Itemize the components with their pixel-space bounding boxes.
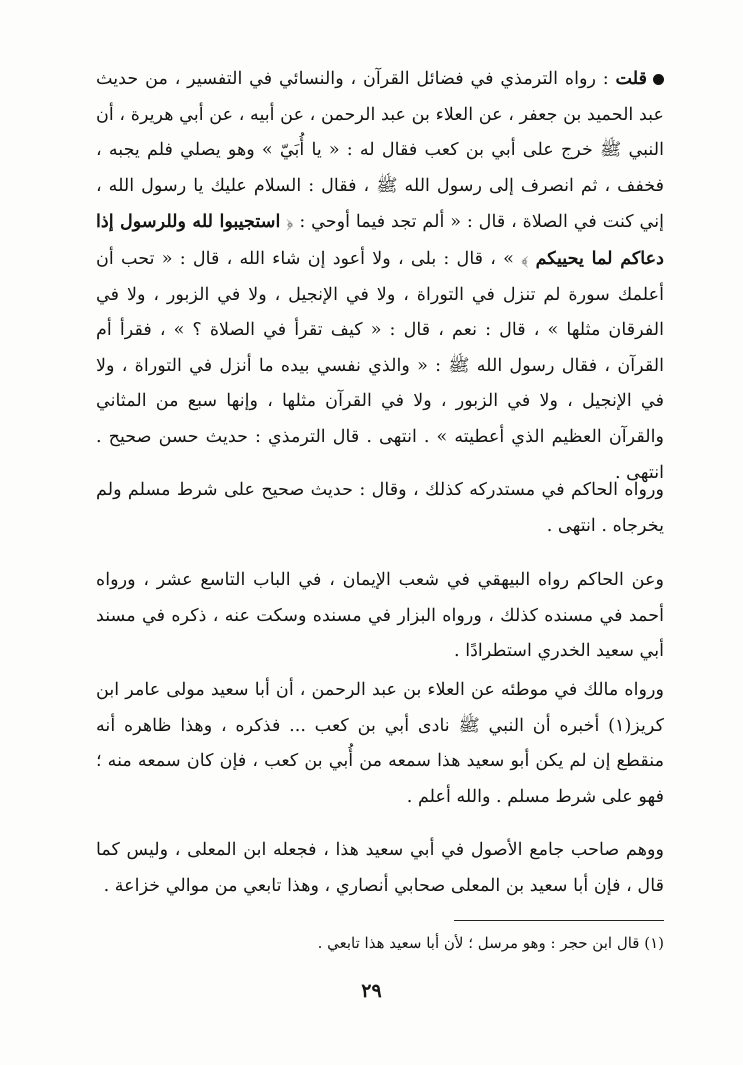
paragraph-1-text-a: : رواه الترمذي في فضائل القرآن ، والنسائي في التفسير ، من حديث عبد الحميد بن جعفر ، عن العلاء بن عبد الرحمن ، عن أبيه ، عن أبي هريرة ، أن النبي ﷺ خرج على أبي بن كعب فقال له : « يا أُبَيّ » وهو يصلي فلم يجبه ، فخفف ، ثم انصرف إلى رسول الله ﷺ ، فقال : السلام عليك يا رسول الله ، إني كنت في الصلاة ، قال : « ألم تجد فيما أوحي : ﴿ [96,69,664,233]
paragraph-3: وعن الحاكم رواه البيهقي في شعب الإيمان ، في الباب التاسع عشر ، ورواه أحمد في مسنده كذلك ، ورواه البزار في مسنده وسكت عنه ، ذكره في مسند أبي سعيد الخدري استطرادًا . [96,570,664,662]
paragraph-1-text-b: ﴾ » ، قال : بلى ، ولا أعود إن شاء الله ، قال : « تحب أن أعلمك سورة لم تنزل في التوراة ، ولا في الإنجيل ، ولا في الزبور ، ولا في الفرقان مثلها » ، قال : نعم ، قال : « كيف تقرأ في الصلاة ؟ » ، فقرأ أم القرآن ، فقال رسول الله ﷺ : « والذي نفسي بيده ما أنزل في التوراة ، ولا في الإنجيل ، ولا في الزبور ، ولا في القرآن مثلها ، وإنها سبع من المثاني والقرآن العظيم الذي أعطيته » . انتهى . قال الترمذي : حديث حسن صحيح . انتهى . [96,248,665,483]
paragraph-2: ورواه الحاكم في مستدركه كذلك ، وقال : حديث صحيح على شرط مسلم ولم يخرجاه . انتهى . [96,480,664,536]
paragraph-5: ووهم صاحب جامع الأصول في أبي سعيد هذا ، فجعله ابن المعلى ، وليس كما قال ، فإن أبا سعيد بن المعلى صحابي أنصاري ، وهذا تابعي من موالي خزاعة . [96,840,664,896]
paragraph-4: ورواه مالك في موطئه عن العلاء بن عبد الرحمن ، أن أبا سعيد مولى عامر ابن كريز(١) أخبره أن النبي ﷺ نادى أبي بن كعب ... فذكره ، وهذا ظاهره أنه منقطع إن لم يكن أبو سعيد هذا سمعه من أُبي بن كعب ، فإن كان سمعه منه ؛ فهو على شرط مسلم . والله أعلم . [96,680,664,807]
paragraph-1 [96,61,664,491]
footnote-divider [454,920,664,921]
lead-word: قلت [615,68,648,89]
footnote: (١) قال ابن حجر : وهو مرسل ؛ لأن أبا سعيد هذا تابعي . [317,934,664,952]
page-number: ٢٩ [361,980,382,1002]
quran-verse: استجيبوا لله وللرسول إذا دعاكم لما يحييكم [96,211,665,269]
bullet-icon [653,74,664,85]
